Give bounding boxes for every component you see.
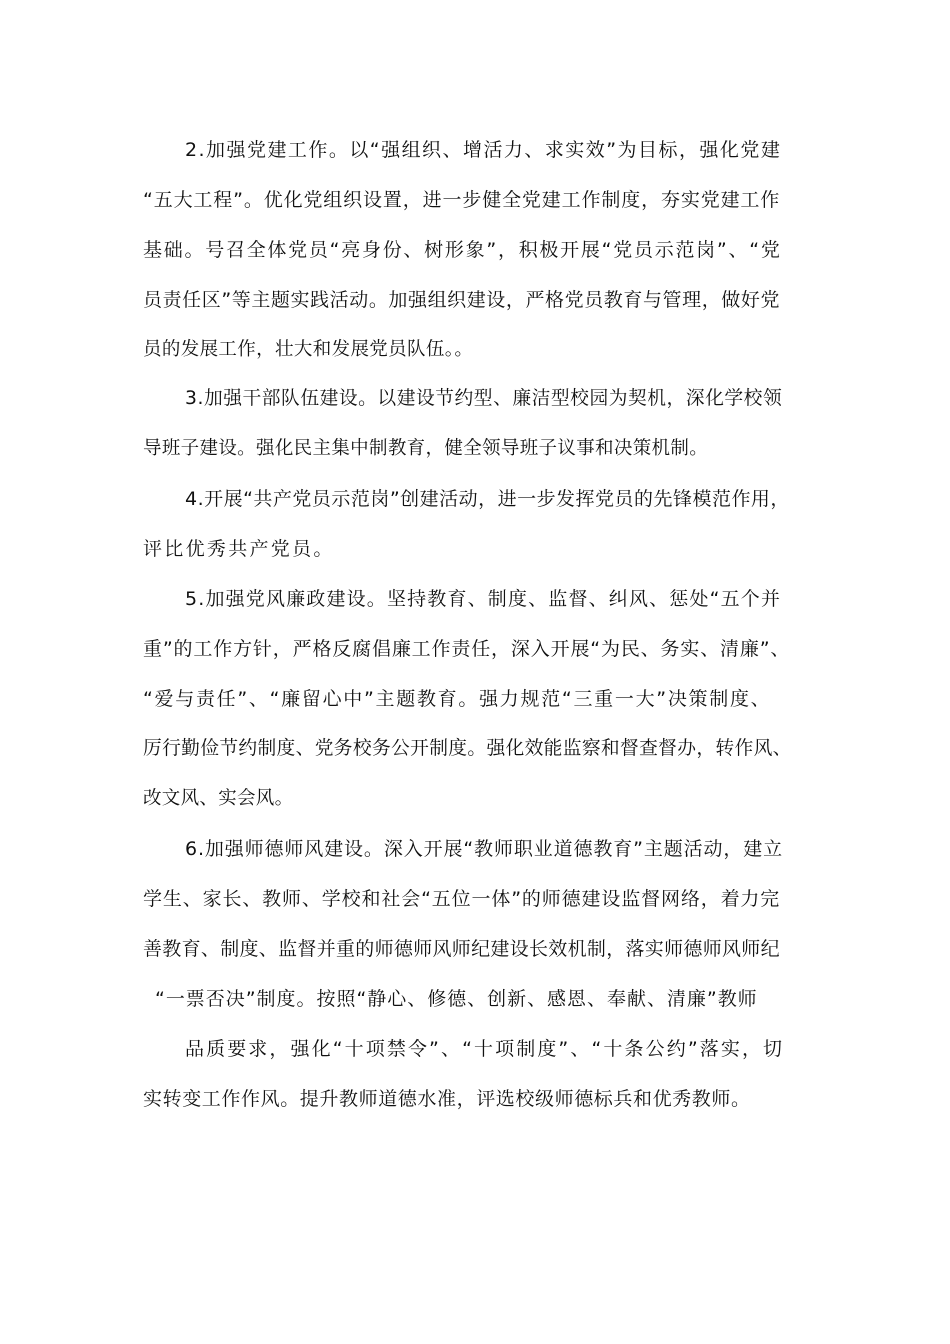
text-line: 重”的工作方针，严格反腐倡廉工作责任，深入开展“为民、务实、清廉”、: [143, 638, 791, 660]
text-line: 3.加强干部队伍建设。以建设节约型、廉洁型校园为契机，深化学校领: [185, 388, 783, 409]
text-line: 实转变工作作风。提升教师道德水准，评选校级师德标兵和优秀教师。: [143, 1088, 751, 1110]
text-line: 5.加强党风廉政建设。坚持教育、制度、监督、纠风、惩处“五个并: [185, 588, 782, 610]
text-line: 6.加强师德师风建设。深入开展“教师职业道德教育”主题活动，建立: [185, 838, 783, 860]
text-line: “一票否决”制度。按照“静心、修德、创新、感恩、奉献、清廉”教师: [155, 988, 758, 1010]
text-line: 4.开展“共产党员示范岗”创建活动，进一步发挥党员的先锋模范作用，: [185, 488, 790, 510]
text-line: 员责任区”等主题实践活动。加强组织建设，严格党员教育与管理，做好党: [143, 289, 781, 311]
text-line: “爱与责任”、“廉留心中”主题教育。强力规范“三重一大”决策制度、: [143, 688, 772, 710]
text-line: 员的发展工作，壮大和发展党员队伍。。: [143, 339, 474, 360]
text-line: 2.加强党建工作。以“强组织、增活力、求实效”为目标，强化党建: [185, 139, 782, 161]
text-line: 基础。号召全体党员“亮身份、树形象”，积极开展“党员示范岗”、“党: [143, 239, 782, 261]
text-line: 品质要求，强化“十项禁令”、“十项制度”、“十条公约”落实，切: [185, 1038, 785, 1060]
text-line: 改文风、实会风。: [143, 788, 294, 809]
text-line: “五大工程”。优化党组织设置，进一步健全党建工作制度，夯实党建工作: [143, 189, 781, 211]
text-line: 厉行勤俭节约制度、党务校务公开制度。强化效能监察和督查督办，转作风、: [143, 738, 792, 759]
text-line: 导班子建设。强化民主集中制教育，健全领导班子议事和决策机制。: [143, 438, 709, 459]
text-line: 学生、家长、教师、学校和社会“五位一体”的师德建设监督网络，着力完: [143, 888, 781, 910]
text-line: 善教育、制度、监督并重的师德师风师纪建设长效机制，落实师德师风师纪: [143, 938, 780, 960]
text-line: 评比优秀共产党员。: [143, 538, 335, 560]
